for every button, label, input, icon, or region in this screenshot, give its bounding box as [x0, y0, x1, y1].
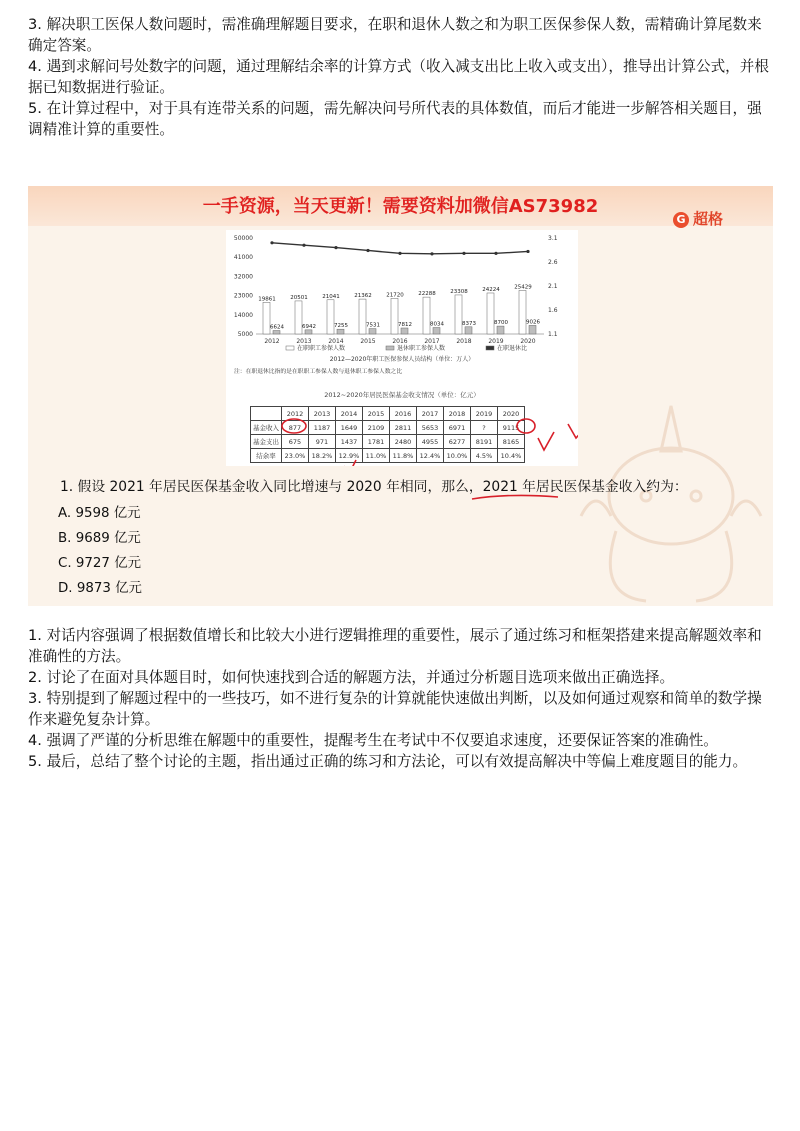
chart-title: 2012—2020年职工医保参保人员结构（单位：万人） [329, 356, 475, 363]
bar-label-retired: 8034 [430, 321, 444, 328]
legend-label: 在职退休比 [497, 345, 528, 352]
table-cell: 1649 [336, 421, 363, 435]
bar-label-active: 21041 [322, 293, 340, 300]
bar-label-retired: 9026 [526, 319, 540, 326]
bar-retired [305, 330, 312, 334]
bar-retired [497, 326, 504, 334]
bar-active [519, 290, 526, 334]
table-cell: 675 [282, 435, 309, 449]
bar-retired [433, 328, 440, 334]
table-cell: ? [471, 421, 498, 435]
table-cell: 23.0% [282, 449, 309, 463]
question-screenshot [28, 186, 773, 606]
bar-label-retired: 8700 [494, 320, 508, 327]
banner [28, 186, 773, 226]
x-tick-label: 2013 [296, 338, 312, 345]
note-4: 4. 遇到求解问号处数字的问题，通过理解结余率的计算方式（收入减支出比上收入或支出），推导出计算公式，并根据已知数据进行验证。 [28, 58, 769, 96]
top-notes [28, 14, 772, 140]
question-text: 1. 假设 2021 年居民医保基金收入同比增速与 2020 年相同，那么，2021 年居民医保基金收入约为： [60, 479, 688, 495]
legend-swatch [386, 346, 394, 350]
table-cell: 6971 [444, 421, 471, 435]
option-d[interactable]: D. 9873 亿元 [58, 581, 142, 596]
chart-note: 注：在职退休比指的是在职职工参保人数与退休职工参保人数之比 [234, 369, 403, 375]
table-cell: 10.0% [444, 449, 471, 463]
bar-label-retired: 6942 [302, 323, 316, 330]
y-tick-label: 41000 [233, 254, 253, 262]
handwritten-marks [226, 380, 578, 466]
ratio-point [302, 244, 305, 247]
table-header-cell: 2018 [444, 407, 471, 421]
table-cell: 11.8% [390, 449, 417, 463]
bar-retired [369, 329, 376, 334]
table-cell: 基金支出 [251, 435, 282, 449]
table-cell: 基金收入 [251, 421, 282, 435]
table-cell: 877 [282, 421, 309, 435]
bar-active [423, 297, 430, 334]
bar-active [455, 295, 462, 334]
y-tick-label: 23000 [233, 292, 253, 300]
ratio-point [526, 250, 529, 253]
brand-logo-icon: G [673, 212, 689, 228]
bar-label-active: 23308 [450, 288, 468, 295]
table-cell: 6277 [444, 435, 471, 449]
table-cell: 2480 [390, 435, 417, 449]
table-cell: 4955 [417, 435, 444, 449]
option-c[interactable]: C. 9727 亿元 [58, 556, 141, 571]
note-5: 5. 在计算过程中，对于具有连带关系的问题，需先解决问号所代表的具体数值，而后才能进一步解答相关题目，强调精准计算的重要性。 [28, 100, 762, 138]
legend-label: 在职职工参保人数 [297, 345, 346, 352]
bar-active [263, 302, 270, 334]
table-cell: 1781 [363, 435, 390, 449]
bar-active [391, 298, 398, 334]
bar-label-retired: 7812 [398, 322, 412, 329]
table-cell: 9115 [498, 421, 525, 435]
ratio-point [462, 252, 465, 255]
table-cell: 12.4% [417, 449, 444, 463]
table-cell: 4.5% [471, 449, 498, 463]
bar-label-active: 22288 [418, 291, 436, 298]
enrollment-chart [226, 230, 578, 380]
table-header-cell: 2013 [309, 407, 336, 421]
y-tick-label: 5000 [237, 331, 253, 338]
y2-tick-label: 3.1 [548, 235, 558, 242]
table-header-cell: 2019 [471, 407, 498, 421]
summary-2: 2. 讨论了在面对具体题目时，如何快速找到合适的解题方法，并通过分析题目选项来做出正确选择。 [28, 669, 675, 686]
ratio-point [430, 252, 433, 255]
y-tick-label: 14000 [233, 311, 253, 319]
bar-label-active: 25429 [514, 284, 532, 291]
table-cell: 结余率 [251, 449, 282, 463]
bar-retired [273, 331, 280, 334]
x-tick-label: 2016 [392, 338, 408, 345]
table-cell: 12.9% [336, 449, 363, 463]
bar-retired [529, 325, 536, 334]
table-header-cell: 2017 [417, 407, 444, 421]
legend-swatch [486, 346, 494, 350]
x-tick-label: 2017 [424, 338, 440, 345]
table-cell: 2811 [390, 421, 417, 435]
bar-label-retired: 6624 [270, 324, 284, 331]
table-cell: 18.2% [309, 449, 336, 463]
bar-active [327, 300, 334, 334]
bar-label-active: 24224 [482, 286, 500, 293]
unicorn-watermark-icon [576, 396, 766, 606]
bar-label-retired: 7255 [334, 323, 348, 330]
table-header-cell: 2015 [363, 407, 390, 421]
y-tick-label: 50000 [233, 235, 253, 242]
ratio-point [494, 252, 497, 255]
table-cell: 971 [309, 435, 336, 449]
ratio-point [398, 252, 401, 255]
y2-tick-label: 2.6 [548, 259, 558, 266]
bar-label-active: 21720 [386, 292, 404, 299]
table-cell: 11.0% [363, 449, 390, 463]
x-tick-label: 2019 [488, 338, 504, 345]
table-cell: 1187 [309, 421, 336, 435]
ratio-point [366, 249, 369, 252]
summary-4: 4. 强调了严谨的分析思维在解题中的重要性，提醒考生在考试中不仅要追求速度，还要保证答案的准确性。 [28, 732, 718, 749]
bottom-notes [28, 625, 772, 772]
summary-5: 5. 最后，总结了整个讨论的主题，指出通过正确的练习和方法论，可以有效提高解决中等偏上难度题目的能力。 [28, 753, 748, 770]
table-header-cell: 2014 [336, 407, 363, 421]
table-cell: 5653 [417, 421, 444, 435]
x-tick-label: 2015 [360, 338, 376, 345]
table-cell: 8165 [498, 435, 525, 449]
table-cell: 2109 [363, 421, 390, 435]
bar-retired [465, 327, 472, 334]
table-cell: 8191 [471, 435, 498, 449]
bar-label-active: 19861 [258, 296, 276, 303]
table-title: 2012~2020年居民医保基金收支情况（单位：亿元） [324, 391, 480, 399]
bar-label-active: 21362 [354, 293, 372, 300]
legend-swatch [286, 346, 294, 350]
banner-text: 一手资源，当天更新！需要资料加微信AS73982 [202, 196, 599, 217]
bar-active [295, 301, 302, 334]
legend-label: 退休职工参保人数 [397, 345, 446, 352]
option-b[interactable]: B. 9689 亿元 [58, 531, 141, 546]
handwritten-underline [470, 491, 560, 503]
option-a[interactable]: A. 9598 亿元 [58, 506, 141, 521]
table-cell: 10.4% [498, 449, 525, 463]
table-header-cell: 2016 [390, 407, 417, 421]
summary-3: 3. 特别提到了解题过程中的一些技巧，如不进行复杂的计算就能快速做出判断，以及如何通过观察和简单的数学操作来避免复杂计算。 [28, 690, 762, 728]
fund-table-card [226, 380, 578, 466]
table-header-cell: 2020 [498, 407, 525, 421]
x-tick-label: 2014 [328, 338, 344, 345]
bar-label-retired: 8373 [462, 320, 476, 327]
y2-tick-label: 1.6 [548, 307, 558, 314]
x-tick-label: 2012 [264, 338, 280, 345]
ratio-point [334, 246, 337, 249]
bar-active [487, 293, 494, 334]
summary-1: 1. 对话内容强调了根据数值增长和比较大小进行逻辑推理的重要性，展示了通过练习和框架搭建来提高解题效率和准确性的方法。 [28, 627, 762, 665]
table-cell: 1437 [336, 435, 363, 449]
bar-label-active: 20501 [290, 294, 308, 301]
y-tick-label: 32000 [233, 273, 253, 281]
x-tick-label: 2018 [456, 338, 472, 345]
brand-name: 超格 [692, 210, 723, 228]
x-tick-label: 2020 [520, 338, 536, 345]
y2-tick-label: 1.1 [548, 331, 558, 338]
note-3: 3. 解决职工医保人数问题时，需准确理解题目要求，在职和退休人数之和为职工医保参保人数，需精确计算尾数来确定答案。 [28, 16, 762, 54]
ratio-point [270, 241, 273, 244]
table-header-cell: 2012 [282, 407, 309, 421]
y2-tick-label: 2.1 [548, 283, 558, 290]
chart-card [226, 230, 578, 380]
bar-active [359, 299, 366, 334]
bar-label-retired: 7531 [366, 322, 380, 329]
bar-retired [401, 328, 408, 334]
brand [673, 208, 723, 229]
bar-retired [337, 329, 344, 334]
